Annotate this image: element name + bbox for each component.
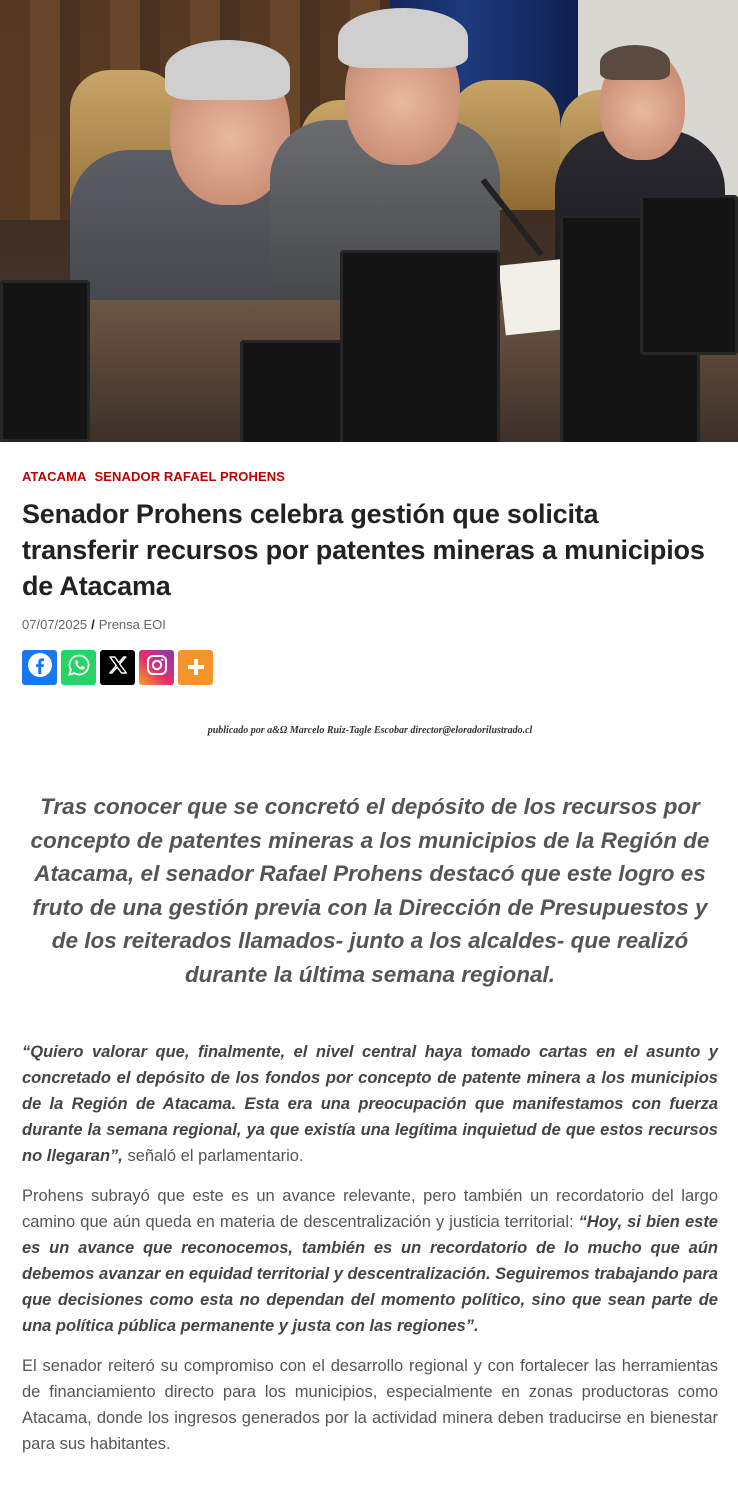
paragraph-3: El senador reiteró su compromiso con el desarrollo regional y con fortalecer las herramientas de financiamiento directo para los municipios, especialmente en zonas productoras como Atacama, donde los ingresos generados por la actividad minera deben traducirse en bienestar para sus habitantes. (22, 1357, 718, 1453)
publish-date: 07/07/2025 (22, 616, 88, 632)
whatsapp-icon (67, 653, 91, 682)
paragraph-1 (22, 1039, 718, 1169)
category-link-senador[interactable]: SENADOR RAFAEL PROHENS (94, 468, 285, 484)
category-link-atacama[interactable]: ATACAMA (22, 468, 87, 484)
hero-photo (0, 0, 738, 442)
share-whatsapp-button[interactable] (61, 650, 96, 685)
senator-right-hair (600, 45, 670, 80)
byline: publicado por a&Ω Marcelo Ruiz-Tagle Escobar director@eloradorilustrado.cl (207, 725, 533, 736)
article-lead: Tras conocer que se concretó el depósito de los recursos por concepto de patentes mineras a los municipios de la Región de Atacama, el senador Rafael Prohens destacó que este logro es fruto de una gestión previa con la Dirección de Presupuestos y de los reiterados llamados- junto a los alcaldes- que realizó durante la última semana regional. (30, 794, 710, 987)
monitor (0, 280, 90, 442)
article-meta (22, 614, 718, 634)
paragraph-1-tail: señaló el parlamentario. (122, 1147, 304, 1165)
senator-center-hair (338, 8, 468, 68)
share-facebook-button[interactable] (22, 650, 57, 685)
paragraph-2-text: Prohens subrayó que este es un avance relevante, pero también un recordatorio del largo camino que aún queda en materia de descentralización y justicia territorial: (22, 1187, 718, 1231)
author-link[interactable]: Prensa EOI (98, 616, 166, 632)
monitor (640, 195, 738, 355)
article-body (22, 1039, 718, 1457)
meta-separator: / (91, 616, 95, 632)
share-x-button[interactable] (100, 650, 135, 685)
facebook-icon (27, 652, 53, 683)
article-title: Senador Prohens celebra gestión que solicita transferir recursos por patentes mineras a municipios de Atacama (22, 499, 705, 601)
monitor (340, 250, 500, 442)
instagram-icon (145, 653, 169, 682)
quote-2: “Hoy, si bien este es un avance que reconocemos, también es un recordatorio de lo mucho que aún debemos avanzar en equidad territorial y descentralización. Seguiremos trabajando para que decisiones como esta no dependan del momento político, sino que sean parte de una política pública permanente y justa con las regiones”. (22, 1213, 718, 1335)
quote-1: “Quiero valorar que, finalmente, el nivel central haya tomado cartas en el asunto y concretado el depósito de los fondos por concepto de patente minera a los municipios de la Región de Atacama. Esta era una preocupación que manifestamos con fuerza durante la semana regional, ya que existía una legítima inquietud de que estos recursos no llegaran”, (22, 1043, 718, 1165)
category-list (22, 466, 718, 486)
share-more-button[interactable] (178, 650, 213, 685)
share-bar (22, 650, 718, 685)
share-instagram-button[interactable] (139, 650, 174, 685)
article (22, 466, 718, 1471)
senator-left-hair (165, 40, 290, 100)
x-icon (107, 654, 129, 681)
plus-icon (186, 650, 206, 685)
paragraph-2 (22, 1183, 718, 1339)
